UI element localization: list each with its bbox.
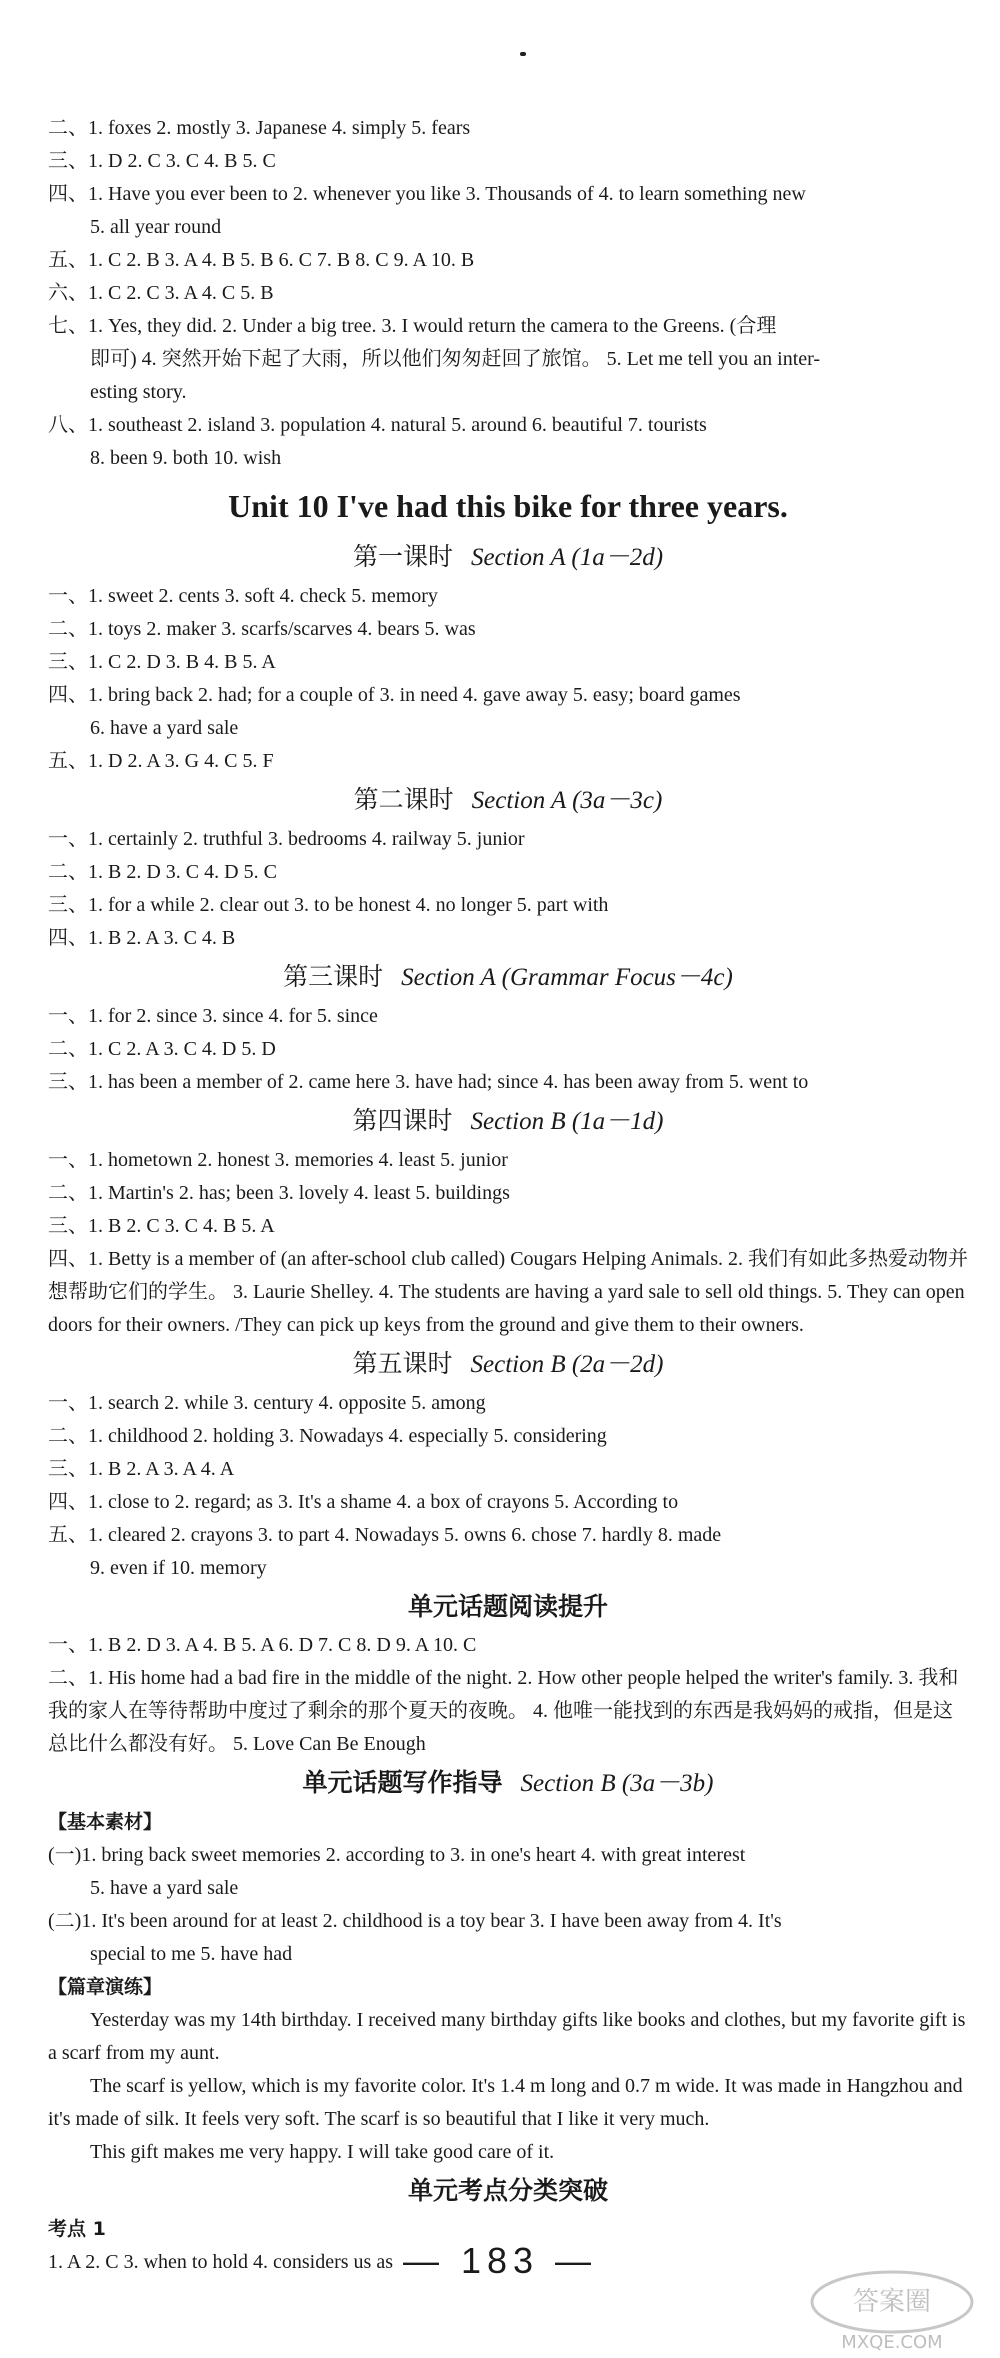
answer-line: 一、1. certainly 2. truthful 3. bedrooms 4. railway 5. junior <box>48 828 525 850</box>
lesson-section: Section A (3a－3c) <box>471 787 663 814</box>
lesson-section: Section B (1a－1d) <box>470 1108 664 1135</box>
answer-line: 七、1. Yes, they did. 2. Under a big tree. 3. I would return the camera to the Greens. (合理 <box>48 315 777 337</box>
answer-line: 一、1. sweet 2. cents 3. soft 4. check 5. memory <box>48 585 438 607</box>
lesson-section: Section B (2a－2d) <box>470 1351 664 1378</box>
answer-line: 三、1. for a while 2. clear out 3. to be honest 4. no longer 5. part with <box>48 894 609 916</box>
answer-line: 六、1. C 2. C 3. A 4. C 5. B <box>48 282 274 304</box>
answer-line: special to me 5. have had <box>90 1943 293 1965</box>
essay-practice-tag: 【篇章演练】 <box>48 1976 163 1998</box>
decorative-dot <box>520 52 526 56</box>
answer-line: 一、1. search 2. while 3. century 4. opposite 5. among <box>48 1392 486 1414</box>
page-number: — 183 — <box>402 2240 598 2281</box>
writing-title: 单元话题写作指导 <box>302 1768 503 1797</box>
lesson-title: 第四课时 <box>352 1106 453 1135</box>
exam-point-label: 考点 1 <box>48 2218 106 2240</box>
lesson-section: Section A (Grammar Focus－4c) <box>401 964 733 991</box>
answer-line: (一)1. bring back sweet memories 2. according to 3. in one's heart 4. with great interest <box>48 1844 746 1866</box>
answer-line: 5. have a yard sale <box>90 1877 239 1899</box>
answer-line: 三、1. B 2. A 3. A 4. A <box>48 1458 235 1480</box>
answer-line: 三、1. has been a member of 2. came here 3. have had; since 4. has been away from 5. went to <box>48 1071 809 1093</box>
answer-line: 一、1. for 2. since 3. since 4. for 5. since <box>48 1005 378 1027</box>
lesson-heading <box>48 1099 968 1144</box>
answer-line: 三、1. B 2. C 3. C 4. B 5. A <box>48 1215 275 1237</box>
essay-paragraph: This gift makes me very happy. I will take good care of it. <box>90 2141 555 2163</box>
lesson-heading <box>48 955 968 1000</box>
answer-line: 四、1. bring back 2. had; for a couple of 3. in need 4. gave away 5. easy; board games <box>48 684 741 706</box>
answer-line: 即可) 4. 突然开始下起了大雨，所以他们匆匆赶回了旅馆。 5. Let me tell you an inter- <box>90 348 821 370</box>
answer-line: 二、1. toys 2. maker 3. scarfs/scarves 4. bears 5. was <box>48 618 476 640</box>
answer-line: 二、1. C 2. A 3. C 4. D 5. D <box>48 1038 276 1060</box>
watermark-logo-icon <box>802 2262 982 2354</box>
answer-line: 五、1. D 2. A 3. G 4. C 5. F <box>48 750 274 772</box>
answer-line: 二、1. childhood 2. holding 3. Nowadays 4. especially 5. considering <box>48 1425 607 1447</box>
lesson-title: 第一课时 <box>352 542 453 571</box>
answer-line: 二、1. foxes 2. mostly 3. Japanese 4. simply 5. fears <box>48 117 471 139</box>
answer-line: 1. A 2. C 3. when to hold 4. considers us as <box>48 2251 393 2273</box>
watermark-text: 答案圈 <box>852 2287 932 2317</box>
lesson-title: 第三课时 <box>283 962 384 991</box>
answer-line: 八、1. southeast 2. island 3. population 4. natural 5. around 6. beautiful 7. tourists <box>48 414 707 436</box>
answer-paragraph: 二、1. His home had a bad fire in the middle of the night. 2. How other people helped the writer's family. 3. 我和我的家人在等待帮助中度过了剩余的那个夏天的夜晚。 4. 他唯一能找到的东西是我妈妈的戒指，但是这总比什么都没有好。 5. Love Can Be Enough <box>48 1667 959 1755</box>
basic-material-tag: 【基本素材】 <box>48 1811 163 1833</box>
answer-line: 一、1. B 2. D 3. A 4. B 5. A 6. D 7. C 8. D 9. A 10. C <box>48 1634 477 1656</box>
lesson-title: 第二课时 <box>353 785 454 814</box>
answer-line: esting story. <box>90 381 187 403</box>
answer-line: 五、1. cleared 2. crayons 3. to part 4. Nowadays 5. owns 6. chose 7. hardly 8. made <box>48 1524 722 1546</box>
answer-line: 9. even if 10. memory <box>90 1557 267 1579</box>
lesson-heading <box>48 778 968 823</box>
answer-line: 三、1. C 2. D 3. B 4. B 5. A <box>48 651 276 673</box>
unit-title: Unit 10 I've had this bike for three years. <box>228 488 788 524</box>
lesson-section: Section A (1a－2d) <box>470 544 664 571</box>
answer-page <box>48 112 968 2279</box>
essay-paragraph: Yesterday was my 14th birthday. I received many birthday gifts like books and clothes, but my favorite gift is a scarf from my aunt. <box>48 2009 966 2064</box>
lesson-title: 第五课时 <box>352 1349 453 1378</box>
lesson-heading <box>48 535 968 580</box>
essay-paragraph: The scarf is yellow, which is my favorite color. It's 1.4 m long and 0.7 m wide. It was made in Hangzhou and it's made of silk. It feels very soft. The scarf is so beautiful that I like it very much. <box>48 2075 963 2130</box>
lesson-heading <box>48 1342 968 1387</box>
writing-heading <box>48 1761 968 1806</box>
reading-heading: 单元话题阅读提升 <box>407 1592 608 1621</box>
answer-line: 二、1. B 2. D 3. C 4. D 5. C <box>48 861 277 883</box>
answer-line: 四、1. close to 2. regard; as 3. It's a shame 4. a box of crayons 5. According to <box>48 1491 679 1513</box>
previous-unit-answers <box>48 112 968 475</box>
answer-line: 二、1. Martin's 2. has; been 3. lovely 4. least 5. buildings <box>48 1182 510 1204</box>
answer-line: 三、1. D 2. C 3. C 4. B 5. C <box>48 150 276 172</box>
answer-line: 四、1. Have you ever been to 2. whenever you like 3. Thousands of 4. to learn something new <box>48 183 806 205</box>
answer-line: 四、1. B 2. A 3. C 4. B <box>48 927 236 949</box>
answer-line: 6. have a yard sale <box>90 717 239 739</box>
answer-line: 一、1. hometown 2. honest 3. memories 4. least 5. junior <box>48 1149 508 1171</box>
answer-paragraph: 四、1. Betty is a member of (an after-school club called) Cougars Helping Animals. 2. 我们有如此多热爱动物并想帮助它们的学生。 3. Laurie Shelley. 4. The students are having a yard sale to sell old things. 5. They can open doors for their owners. /They can pick up keys from the ground and give them to their owners. <box>48 1248 968 1336</box>
answer-line: 五、1. C 2. B 3. A 4. B 5. B 6. C 7. B 8. C 9. A 10. B <box>48 249 475 271</box>
answer-line: 8. been 9. both 10. wish <box>90 447 282 469</box>
svg-text:MXQE.COM: MXQE.COM <box>841 2332 943 2353</box>
writing-section: Section B (3a－3b) <box>520 1770 714 1797</box>
exam-heading: 单元考点分类突破 <box>407 2176 608 2205</box>
answer-line: 5. all year round <box>90 216 222 238</box>
answer-line: (二)1. It's been around for at least 2. childhood is a toy bear 3. I have been away from 4. It's <box>48 1910 782 1932</box>
